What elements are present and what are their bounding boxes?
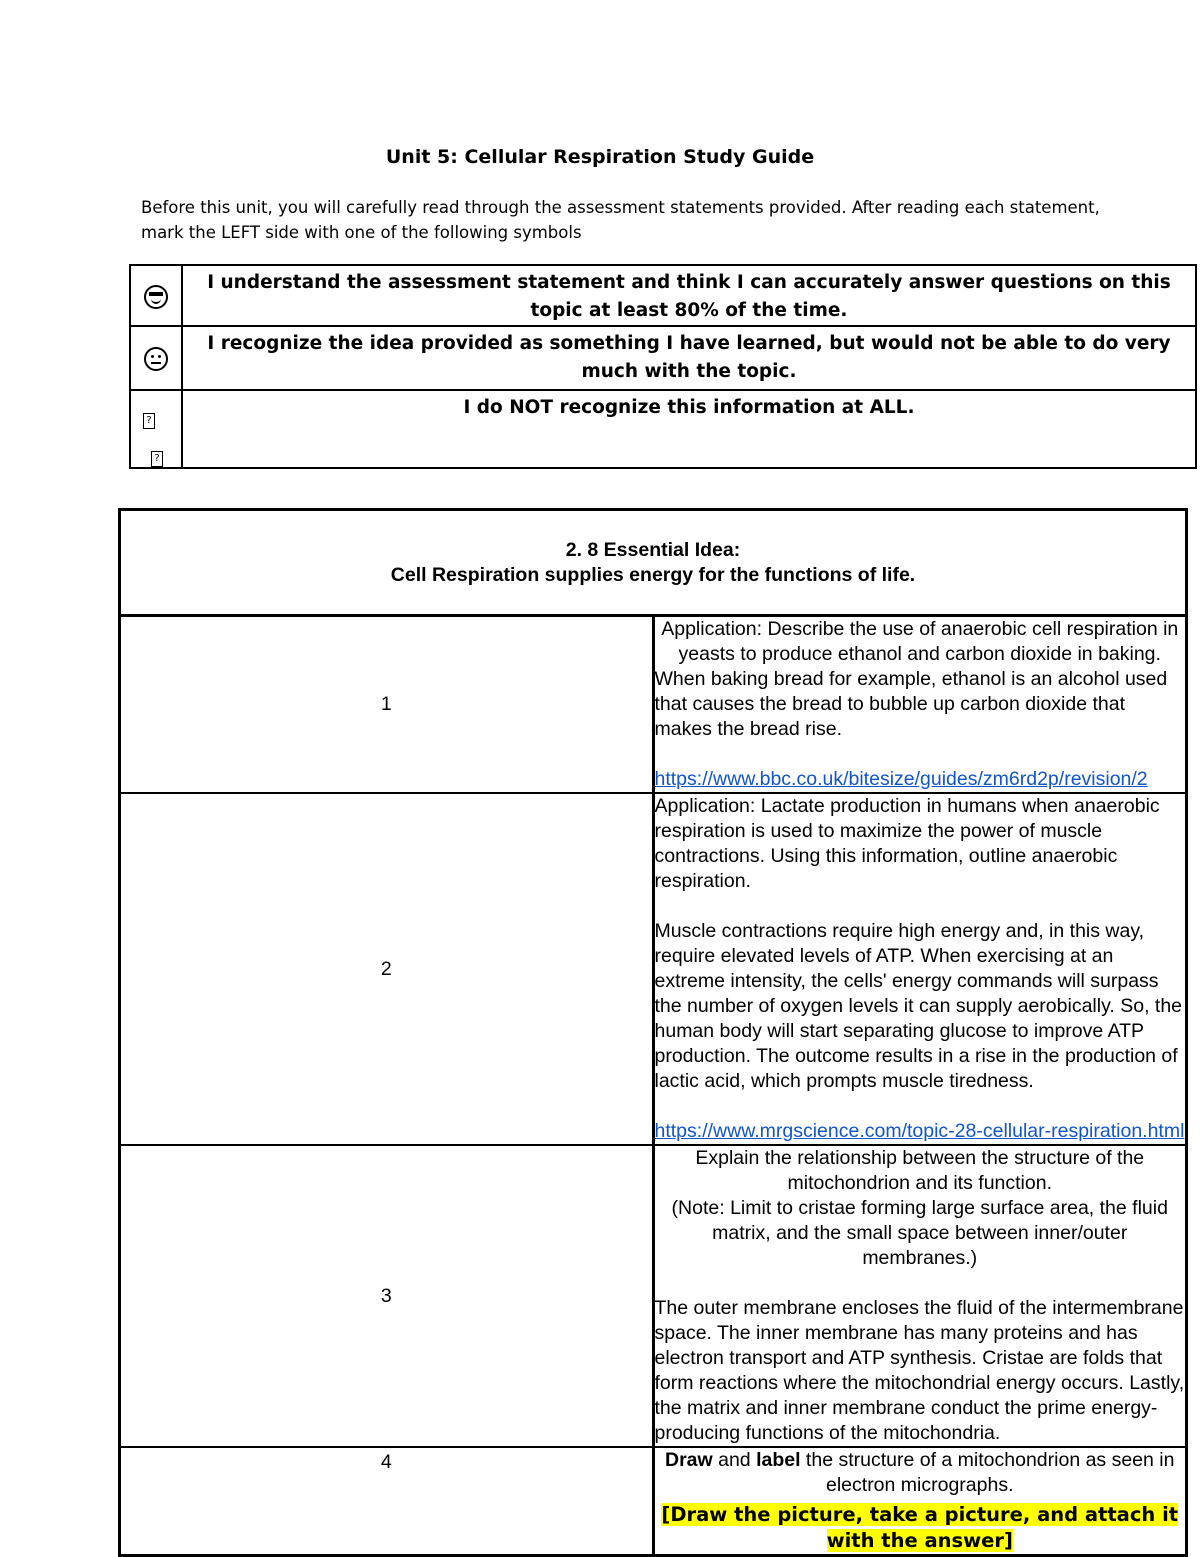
prompt-bold-draw: Draw [665, 1449, 713, 1471]
symbol-key-table [129, 264, 1197, 469]
table-row [120, 1447, 1187, 1556]
document-title: Unit 5: Cellular Respiration Study Guide [385, 146, 815, 168]
neutral-face-icon [144, 347, 168, 371]
row-number: 4 [120, 1447, 654, 1556]
prompt-bold-label: label [756, 1449, 801, 1471]
row-content [653, 793, 1187, 1145]
row-note: (Note: Limit to cristae forming large surface area, the fluid matrix, and the small space between inner/outer membranes.) [671, 1197, 1168, 1269]
missing-glyph-icon: ? [143, 413, 155, 429]
row-prompt: Application: Describe the use of anaerobic cell respiration in yeasts to produce ethanol and carbon dioxide in baking. [661, 618, 1179, 665]
key-symbol-cell [130, 390, 182, 468]
row-number: 2 [120, 793, 654, 1145]
key-row [130, 326, 1196, 390]
row-content [653, 616, 1187, 794]
essential-idea-header-row [120, 510, 1187, 616]
key-description: I do NOT recognize this information at ALL. [182, 390, 1196, 468]
prompt-text: the structure of a mitochondrion as seen in electron micrographs. [800, 1449, 1175, 1496]
row-content [653, 1447, 1187, 1556]
essential-idea-table [118, 508, 1188, 1557]
key-description: I understand the assessment statement and think I can accurately answer questions on this topic at least 80% of the time. [182, 265, 1196, 326]
key-description: I recognize the idea provided as something I have learned, but would not be able to do very much with the topic. [182, 326, 1196, 390]
row-answer: Muscle contractions require high energy and, in this way, require elevated levels of ATP. When exercising at an extreme intensity, the cells' energy commands will surpass the number of oxygen levels it can supply aerobically. So, the human body will start separating glucose to improve ATP production. The outcome results in a rise in the production of lactic acid, which prompts muscle tiredness. [654, 920, 1183, 1092]
row-number: 3 [120, 1145, 654, 1447]
essential-idea-header [120, 510, 1187, 616]
row-content [653, 1145, 1187, 1447]
table-row [120, 616, 1187, 794]
row-answer: The outer membrane encloses the fluid of the intermembrane space. The inner membrane has many proteins and has electron transport and ATP synthesis. Cristae are folds that form reactions where the mitochondrial energy occurs. Lastly, the matrix and inner membrane conduct the prime energy-producing functions of the mitochondria. [654, 1297, 1185, 1444]
prompt-text: and [712, 1449, 757, 1471]
row-prompt: Application: Lactate production in humans when anaerobic respiration is used to maximize the power of muscle contractions. Using this information, outline anaerobic respiration. [654, 795, 1160, 892]
essential-idea-subheading: Cell Respiration supplies energy for the functions of life. [390, 563, 916, 586]
key-symbol-cell [130, 326, 182, 390]
table-row [120, 793, 1187, 1145]
missing-glyph-icon: ? [151, 451, 163, 467]
table-row [120, 1145, 1187, 1447]
key-row [130, 390, 1196, 468]
key-symbol-cell [130, 265, 182, 326]
reference-link[interactable]: https://www.bbc.co.uk/bitesize/guides/zm6rd2p/revision/2 [654, 768, 1148, 790]
key-row [130, 265, 1196, 326]
row-number: 1 [120, 616, 654, 794]
row-answer: When baking bread for example, ethanol is an alcohol used that causes the bread to bubble up carbon dioxide that makes the bread rise. [654, 668, 1168, 740]
reference-link[interactable]: https://www.mrgscience.com/topic-28-cellular-respiration.html [654, 1120, 1185, 1142]
row-prompt: Explain the relationship between the structure of the mitochondrion and its function. [695, 1147, 1145, 1194]
highlighted-instruction: [Draw the picture, take a picture, and attach it with the answer] [661, 1503, 1179, 1552]
row-prompt [655, 1448, 1186, 1498]
cool-face-icon [144, 285, 168, 309]
essential-idea-heading: 2. 8 Essential Idea: [565, 538, 741, 561]
intro-paragraph: Before this unit, you will carefully read through the assessment statements provided. After reading each statement, mark the LEFT side with one of the following symbols [141, 198, 1100, 242]
